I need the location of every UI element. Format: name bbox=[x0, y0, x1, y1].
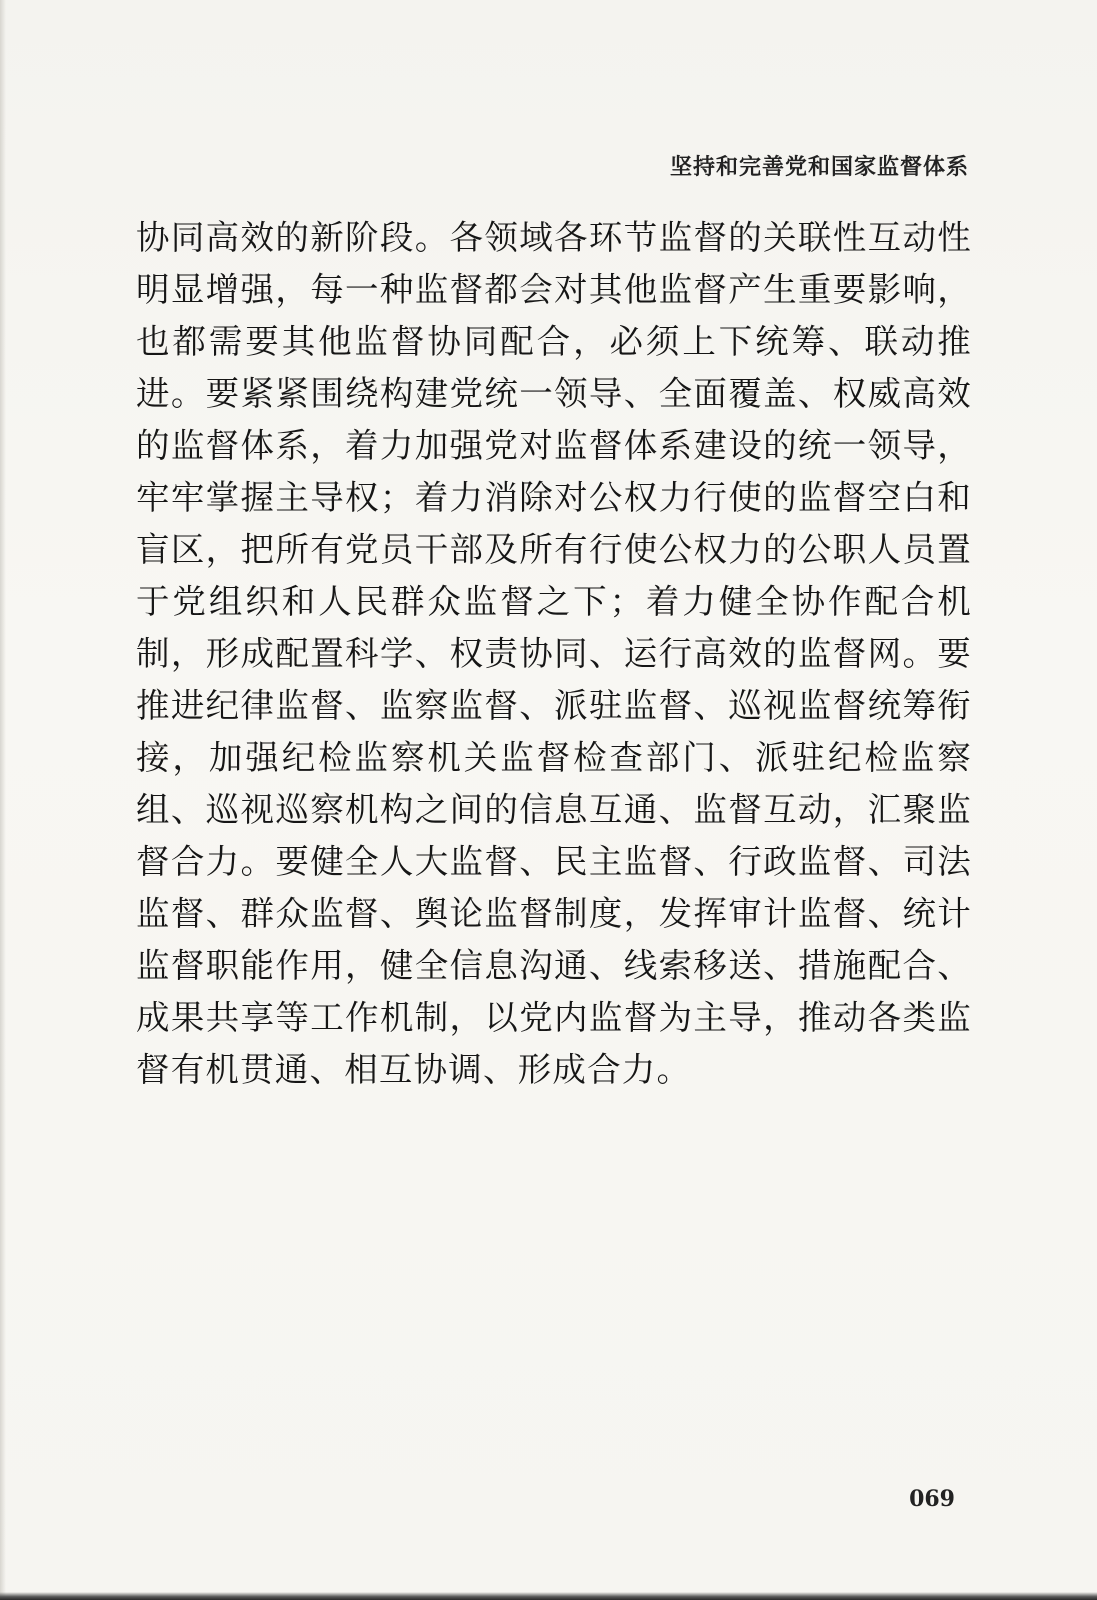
scan-shadow-left bbox=[0, 0, 6, 1600]
body-paragraph: 协同高效的新阶段。各领域各环节监督的关联性互动性明显增强，每一种监督都会对其他监督产生重要影响，也都需要其他监督协同配合，必须上下统筹、联动推进。要紧紧围绕构建党统一领导、全面覆盖、权威高效的监督体系，着力加强党对监督体系建设的统一领导，牢牢掌握主导权；着力消除对公权力行使的监督空白和盲区，把所有党员干部及所有行使公权力的公职人员置于党组织和人民群众监督之下；着力健全协作配合机制，形成配置科学、权责协同、运行高效的监督网。要推进纪律监督、监察监督、派驻监督、巡视监督统筹衔接，加强纪检监察机关监督检查部门、派驻纪检监察组、巡视巡察机构之间的信息互通、监督互动，汇聚监督合力。要健全人大监督、民主监督、行政监督、司法监督、群众监督、舆论监督制度，发挥审计监督、统计监督职能作用，健全信息沟通、线索移送、措施配合、成果共享等工作机制，以党内监督为主导，推动各类监督有机贯通、相互协调、形成合力。 bbox=[136, 218, 972, 1089]
scan-shadow-bottom bbox=[0, 1592, 1097, 1600]
running-header: 坚持和完善党和国家监督体系 bbox=[669, 155, 969, 180]
page-number: 069 bbox=[909, 1486, 955, 1512]
